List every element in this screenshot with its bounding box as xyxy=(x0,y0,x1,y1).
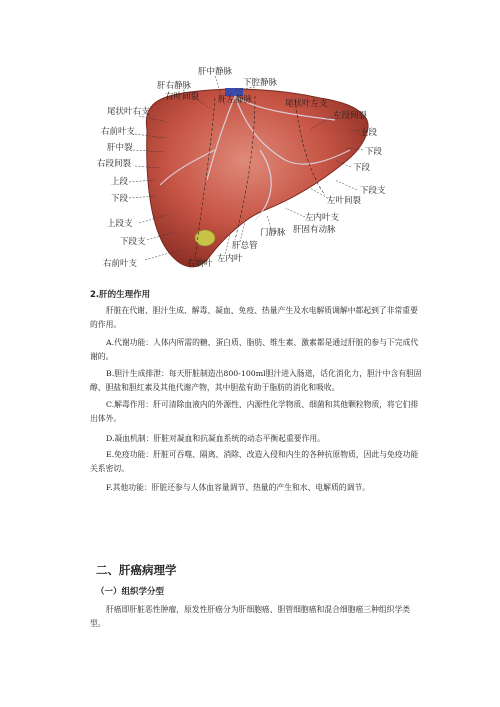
label-upper-segment-2: 上段 xyxy=(111,177,129,187)
label-upper-segment-1: 上段 xyxy=(360,128,378,138)
physiology-item-e: E.免疫功能：肝脏可吞噬、隔离、消除、改造入侵和内生的各种抗原物质，因此与免疫功能关系密切。 xyxy=(90,450,419,473)
histology-body: 肝癌即肝脏恶性肿瘤，原发性肝癌分为肝细胞癌、胆管细胞癌和混合细胞癌三种组织学类型。 xyxy=(90,605,411,628)
label-caudate-left-branch: 尾状叶左支 xyxy=(285,99,328,109)
label-common-bile-duct: 肝总管 xyxy=(232,241,258,251)
label-lower-segment-1: 下段 xyxy=(365,147,383,157)
label-left-medial-branch: 左内叶支 xyxy=(305,213,340,223)
gallbladder-shape xyxy=(195,230,215,246)
label-right-segment-fissure: 右段间裂 xyxy=(97,159,132,169)
label-caudate-right-branch: 尾状叶右支 xyxy=(107,107,150,117)
label-left-interlobar-fissure: 左叶间裂 xyxy=(327,196,362,206)
physiology-heading: 2.肝的生理作用 xyxy=(90,290,151,300)
label-right-anterior-branch: 右前叶支 xyxy=(101,127,136,137)
physiology-item-b: B.胆汁生成排泄：每天肝脏制造出800-100ml胆汁进入肠道，话化消化力，胆汁中含有胆固醇、胆盐和胆红素及其他代谢产物，其中胆盐有助于脂肪的消化和吸收。 xyxy=(90,369,422,392)
label-hepatic-left-vein: 肝左静脉 xyxy=(218,95,253,105)
label-portal-vein: 门静脉 xyxy=(260,228,286,238)
liver-anatomy-figure xyxy=(95,10,395,272)
physiology-item-f: F.其他功能：肝脏还参与人体血容量调节、热量的产生和水、电解质的调节。 xyxy=(106,483,370,492)
label-hepatic-middle-vein: 肝中静脉 xyxy=(198,67,233,77)
label-lower-segment-branch: 下段支 xyxy=(120,237,146,247)
label-right-intersegmental-fissure: 右叶间裂 xyxy=(165,92,200,102)
physiology-item-a: A.代谢功能：人体内所需的糖、蛋白质、脂肪、维生素、激素都是通过肝脏的参与下完成代谢的。 xyxy=(90,338,419,361)
label-upper-segment-branch: 上段支 xyxy=(107,219,133,229)
label-lower-segment-2: 下段 xyxy=(111,194,129,204)
label-left-lower-segment: 下段 xyxy=(353,163,371,173)
label-left-intersegmental-fissure: 左段间裂 xyxy=(333,111,368,121)
label-hepatic-right-vein: 肝右静脉 xyxy=(157,81,192,91)
label-ivc: 下腔静脉 xyxy=(243,78,278,88)
label-left-lower-segment-branch: 下段支 xyxy=(360,186,386,196)
label-right-anterior-lobe: 右前叶 xyxy=(187,259,213,269)
liver-illustration xyxy=(95,10,395,272)
label-middle-fissure: 肝中裂 xyxy=(107,143,133,153)
physiology-item-c: C.解毒作用：肝可清除血液内的外源性、内源性化学物质、细菌和其他颗粒物质，将它们排出体外。 xyxy=(90,400,419,423)
pathology-heading: 二、肝癌病理学 xyxy=(96,563,177,577)
physiology-intro: 肝脏在代谢、胆汁生成、解毒、凝血、免疫、热量产生及水电解质调解中都起到了非常重要的作用。 xyxy=(90,306,418,329)
label-hepatic-artery: 肝固有动脉 xyxy=(293,225,336,235)
label-left-medial-lobe: 左内叶 xyxy=(217,254,243,264)
physiology-item-d: D.凝血机制：肝脏对凝血和抗凝血系统的动态平衡起重要作用。 xyxy=(106,434,325,443)
label-right-anterior-lobe-branch: 右前叶支 xyxy=(103,259,138,269)
histology-subheading: （一）组织学分型 xyxy=(96,587,165,597)
